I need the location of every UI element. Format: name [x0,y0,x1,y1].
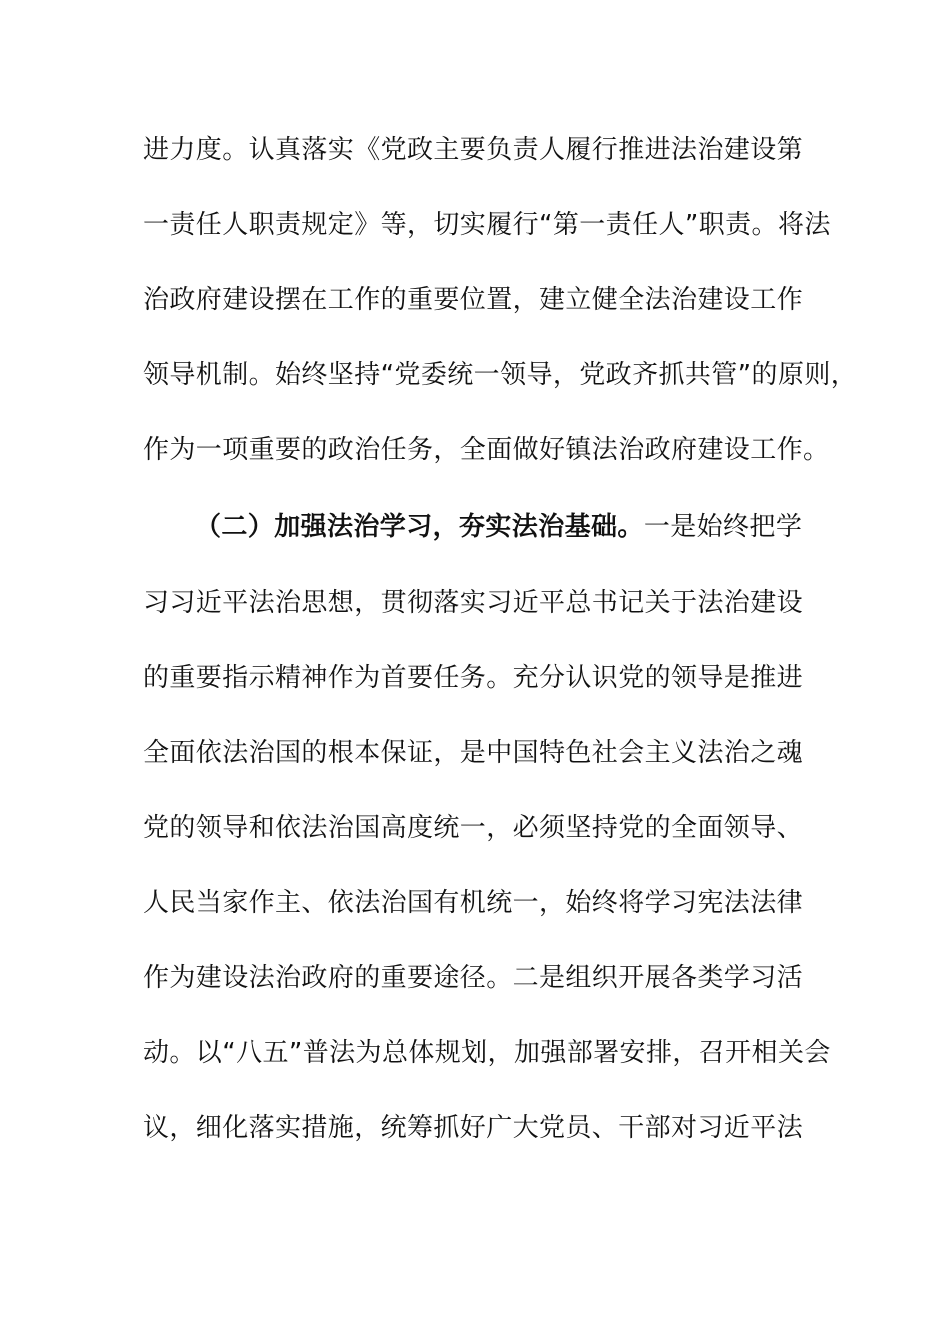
paragraph-line: 全面依法治国的根本保证，是中国特色社会主义法治之魂 [143,738,804,768]
paragraph-line: 进力度。认真落实《党政主要负责人履行推进法治建设第 [143,135,804,165]
paragraph-line: 的重要指示精神作为首要任务。充分认识党的领导是推进 [143,663,804,693]
paragraph-line: 习习近平法治思想，贯彻落实习近平总书记关于法治建设 [143,588,804,618]
paragraph-line: 作为一项重要的政治任务，全面做好镇法治政府建设工作。 [143,435,830,465]
paragraph-line: 动。以“八五”普法为总体规划，加强部署安排，召开相关会 [143,1038,831,1068]
paragraph-line: 人民当家作主、依法治国有机统一，始终将学习宪法法律 [143,888,804,918]
paragraph-line: 领导机制。始终坚持“党委统一领导，党政齐抓共管”的原则， [143,360,858,390]
paragraph-line: 治政府建设摆在工作的重要位置，建立健全法治建设工作 [143,285,804,315]
paragraph-line: 作为建设法治政府的重要途径。二是组织开展各类学习活 [143,963,804,993]
paragraph-line: 议，细化落实措施，统筹抓好广大党员、干部对习近平法 [143,1113,804,1143]
paragraph-line: 一责任人职责规定》等，切实履行“第一责任人”职责。将法 [143,210,831,240]
paragraph-line: 党的领导和依法治国高度统一，必须坚持党的全面领导、 [143,813,804,843]
section-first-line-text: 一是始终把学 [643,512,803,542]
section-heading-line [195,512,895,542]
section-heading: （二）加强法治学习，夯实法治基础。 [195,512,644,542]
